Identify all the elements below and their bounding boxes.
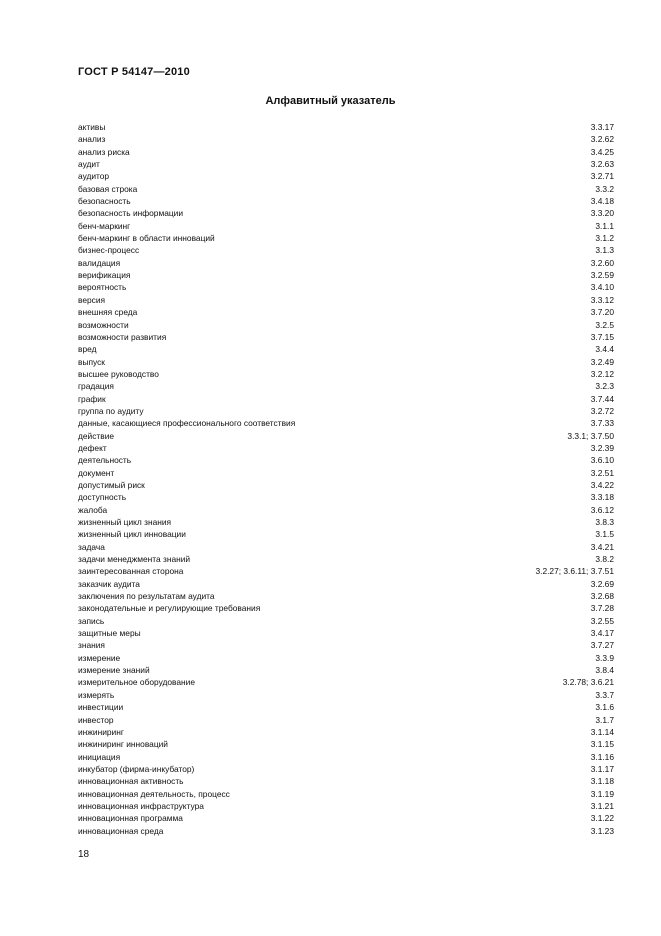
index-term: инжиниринг инноваций (78, 739, 168, 750)
index-entry (78, 639, 614, 651)
index-term: инновационная деятельность, процесс (78, 788, 230, 799)
index-reference: 3.2.27; 3.6.11; 3.7.51 (535, 566, 614, 577)
index-entry (78, 244, 614, 256)
index-term: инновационная среда (78, 825, 164, 836)
index-reference: 3.2.3 (595, 381, 614, 392)
index-entry (78, 504, 614, 516)
index-reference: 3.6.10 (590, 455, 614, 466)
page-number: 18 (78, 849, 90, 860)
index-term: действие (78, 430, 115, 441)
index-entry (78, 726, 614, 738)
index-entry (78, 306, 614, 318)
index-reference: 3.4.22 (590, 479, 614, 490)
index-reference: 3.2.68 (590, 591, 614, 602)
index-title: Алфавитный указатель (265, 95, 396, 107)
index-term: версия (78, 294, 106, 305)
index-entry (78, 257, 614, 269)
index-entry (78, 393, 614, 405)
index-reference: 3.1.23 (590, 825, 614, 836)
index-reference: 3.2.39 (590, 442, 614, 453)
index-term: инвестиции (78, 702, 124, 713)
index-entry (78, 751, 614, 763)
index-reference: 3.2.71 (590, 171, 614, 182)
index-entry (78, 676, 614, 688)
index-term: валидация (78, 257, 121, 268)
index-term: инициация (78, 751, 121, 762)
index-term: возможности развития (78, 331, 167, 342)
index-entry (78, 800, 614, 812)
index-term: возможности (78, 319, 129, 330)
index-entry (78, 121, 614, 133)
index-entry (78, 405, 614, 417)
index-reference: 3.3.18 (590, 492, 614, 503)
index-term: измерительное оборудование (78, 677, 196, 688)
index-entry (78, 281, 614, 293)
index-entry (78, 417, 614, 429)
index-term: высшее руководство (78, 368, 159, 379)
index-term: допустимый риск (78, 479, 145, 490)
index-reference: 3.2.72 (590, 405, 614, 416)
index-reference: 3.2.63 (590, 159, 614, 170)
index-entry (78, 430, 614, 442)
index-entry (78, 825, 614, 837)
index-reference: 3.7.27 (590, 640, 614, 651)
index-entry (78, 294, 614, 306)
index-term: градация (78, 381, 114, 392)
index-term: документ (78, 467, 115, 478)
index-term: законодательные и регулирующие требования (78, 603, 261, 614)
index-reference: 3.1.14 (590, 726, 614, 737)
index-term: группа по аудиту (78, 405, 144, 416)
index-entry (78, 442, 614, 454)
index-entry (78, 269, 614, 281)
index-entry (78, 738, 614, 750)
index-term: заинтересованная сторона (78, 566, 184, 577)
index-reference: 3.4.21 (590, 541, 614, 552)
index-reference: 3.1.5 (595, 529, 614, 540)
index-term: активы (78, 122, 106, 132)
index-reference: 3.4.17 (590, 628, 614, 639)
index-term: инновационная активность (78, 776, 184, 787)
index-reference: 3.2.69 (590, 578, 614, 589)
index-reference: 3.7.44 (590, 393, 614, 404)
index-entry (78, 627, 614, 639)
index-reference: 3.6.12 (590, 504, 614, 515)
index-entry (78, 479, 614, 491)
index-reference: 3.3.9 (595, 652, 614, 663)
document-code: ГОСТ Р 54147—2010 (78, 66, 190, 78)
index-reference: 3.2.5 (595, 319, 614, 330)
index-entry (78, 232, 614, 244)
index-term: график (78, 393, 106, 404)
index-term: бенч-маркинг в области инноваций (78, 233, 215, 244)
index-reference: 3.7.28 (590, 603, 614, 614)
index-reference: 3.1.22 (590, 813, 614, 824)
index-reference: 3.8.4 (595, 665, 614, 676)
index-entry (78, 615, 614, 627)
index-reference: 3.1.21 (590, 800, 614, 811)
index-entry (78, 454, 614, 466)
index-entry (78, 319, 614, 331)
index-reference: 3.2.62 (590, 134, 614, 145)
index-term: инновационная программа (78, 813, 183, 824)
index-reference: 3.8.2 (595, 554, 614, 565)
index-reference: 3.1.16 (590, 751, 614, 762)
index-reference: 3.3.1; 3.7.50 (567, 430, 614, 441)
index-reference: 3.1.2 (595, 233, 614, 244)
index-entry (78, 553, 614, 565)
index-term: измерять (78, 689, 115, 700)
index-entry (78, 133, 614, 145)
index-reference: 3.8.3 (595, 517, 614, 527)
index-entry (78, 331, 614, 343)
index-entry (78, 343, 614, 355)
index-reference: 3.7.33 (590, 418, 614, 429)
index-term: доступность (78, 492, 127, 503)
index-entry (78, 158, 614, 170)
index-term: вред (78, 344, 97, 355)
index-reference: 3.1.19 (590, 788, 614, 799)
index-reference: 3.4.4 (595, 344, 614, 355)
index-reference: 3.4.25 (590, 146, 614, 157)
index-entry (78, 652, 614, 664)
index-term: безопасность информации (78, 208, 184, 219)
index-term: аудит (78, 159, 100, 170)
index-reference: 3.1.6 (595, 702, 614, 713)
index-reference: 3.3.7 (595, 689, 614, 700)
index-entry (78, 467, 614, 479)
index-entry (78, 170, 614, 182)
index-term: инкубатор (фирма-инкубатор) (78, 763, 195, 774)
index-reference: 3.2.51 (590, 467, 614, 478)
index-reference: 3.2.60 (590, 257, 614, 268)
index-entry (78, 664, 614, 676)
index-term: жизненный цикл инновации (78, 529, 186, 540)
index-term: задачи менеджмента знаний (78, 554, 191, 565)
index-entry (78, 220, 614, 232)
index-reference: 3.3.2 (595, 183, 614, 194)
index-term: бенч-маркинг (78, 220, 131, 231)
index-term: инжиниринг (78, 726, 124, 737)
index-term: инвестор (78, 714, 114, 725)
index-term: инновационная инфраструктура (78, 800, 204, 811)
index-reference: 3.1.3 (595, 245, 614, 256)
index-entry (78, 714, 614, 726)
index-reference: 3.1.15 (590, 739, 614, 750)
index-reference: 3.4.18 (590, 196, 614, 207)
index-reference: 3.7.20 (590, 307, 614, 318)
index-entry (78, 775, 614, 787)
index-term: верификация (78, 270, 131, 281)
index-term: заказчик аудита (78, 578, 140, 589)
index-entry (78, 356, 614, 368)
index-term: анализ риска (78, 146, 130, 157)
index-entry (78, 380, 614, 392)
index-term: задача (78, 541, 105, 552)
index-reference: 3.1.17 (590, 763, 614, 774)
index-entry (78, 763, 614, 775)
index-term: деятельность (78, 455, 132, 466)
index-entry (78, 565, 614, 577)
index-reference: 3.1.7 (595, 714, 614, 725)
index-term: базовая строка (78, 183, 138, 194)
index-list (78, 121, 614, 837)
index-entry (78, 146, 614, 158)
index-entry (78, 701, 614, 713)
index-reference: 3.7.15 (590, 331, 614, 342)
index-term: безопасность (78, 196, 131, 207)
index-term: выпуск (78, 356, 105, 367)
index-term: аудитор (78, 171, 110, 182)
index-reference: 3.2.12 (590, 368, 614, 379)
index-entry (78, 491, 614, 503)
index-entry (78, 195, 614, 207)
index-reference: 3.3.17 (590, 122, 614, 132)
index-reference: 3.2.49 (590, 356, 614, 367)
index-term: жалоба (78, 504, 108, 515)
index-entry (78, 689, 614, 701)
index-term: измерение (78, 652, 121, 663)
index-reference: 3.3.12 (590, 294, 614, 305)
index-entry (78, 590, 614, 602)
index-term: анализ (78, 134, 106, 145)
index-reference: 3.3.20 (590, 208, 614, 219)
index-term: вероятность (78, 282, 127, 293)
index-term: дефект (78, 442, 107, 453)
index-entry (78, 541, 614, 553)
index-entry (78, 788, 614, 800)
index-reference: 3.2.78; 3.6.21 (562, 677, 614, 688)
index-term: бизнес-процесс (78, 245, 140, 256)
index-entry (78, 516, 614, 528)
index-reference: 3.4.10 (590, 282, 614, 293)
index-term: знания (78, 640, 105, 651)
index-entry (78, 207, 614, 219)
index-reference: 3.2.59 (590, 270, 614, 281)
index-entry (78, 368, 614, 380)
index-reference: 3.2.55 (590, 615, 614, 626)
index-reference: 3.1.18 (590, 776, 614, 787)
index-entry (78, 183, 614, 195)
index-entry (78, 812, 614, 824)
index-term: запись (78, 615, 105, 626)
index-reference: 3.1.1 (595, 220, 614, 231)
index-term: внешняя среда (78, 307, 138, 318)
index-entry (78, 602, 614, 614)
index-term: защитные меры (78, 628, 141, 639)
index-term: данные, касающиеся профессионального соответствия (78, 418, 296, 429)
index-entry (78, 578, 614, 590)
index-term: измерение знаний (78, 665, 150, 676)
index-term: жизненный цикл знания (78, 517, 172, 527)
index-entry (78, 528, 614, 540)
index-term: заключения по результатам аудита (78, 591, 215, 602)
